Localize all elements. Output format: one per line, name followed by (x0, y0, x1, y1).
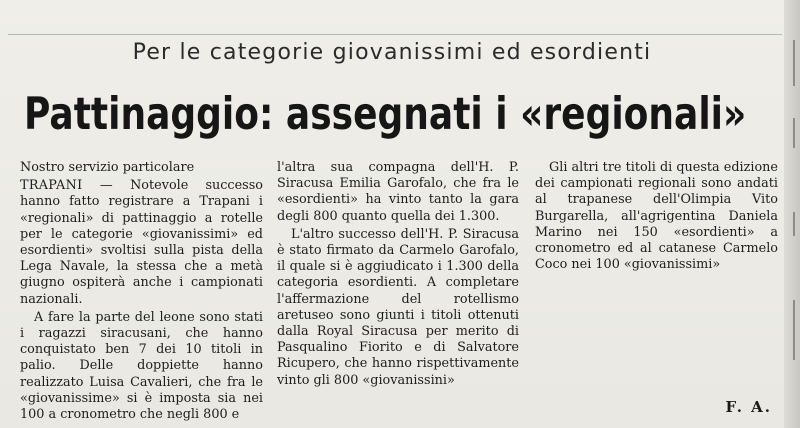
article-column-2 (277, 160, 519, 389)
article-column-3 (535, 160, 778, 273)
page-edge-mark (793, 212, 795, 236)
article-paragraph-2: A fare la parte del leone sono stati i ragazzi siracusani, che hanno conquistato ben 7 dei 10 titoli in palio. Delle doppiette hanno realizzato Luisa Cavalieri, che fra le «giovanissime» si è imposta sia nei 100 a cronometro che negli 800 e (20, 309, 263, 423)
article-paragraph-1 (20, 178, 263, 308)
article-paragraph-3: L'altro successo dell'H. P. Siracusa è stato firmato da Carmelo Garofalo, il quale si è aggiudicato i 1.300 della categoria esordienti. A completare l'affermazione del rotellismo aretuseo sono giunti i titoli ottenuti dalla Royal Siracusa per merito di Pasqualino Fiorito e di Salvatore Ricupero, che hanno rispettivamente vinto gli 800 «giovanissini» (277, 226, 519, 388)
article-byline: Nostro servizio particolare (20, 160, 195, 175)
article-paragraph-4: Gli altri tre titoli di questa edizione dei campionati regionali sono andati al trapanese dell'Olimpia Vito Burgarella, all'agrigentina Daniela Marino nei 150 «esordienti» a cronometro ed al catanese Carmelo Coco nei 100 «giovanissimi» (535, 160, 778, 273)
top-rule (8, 34, 782, 35)
article-headline: Pattinaggio: assegnati i «regionali» (24, 88, 747, 141)
article-dateline: TRAPANI — (20, 178, 113, 194)
article-column-1 (20, 160, 263, 423)
page-edge-mark (793, 300, 795, 360)
article-paragraph-1-text: Notevole successo hanno fatto registrare a Trapani i «regionali» di pattinaggio a rotelle per le categorie «giovanissimi» ed esordienti» svoltisi sulla pista della Lega Navale, la stessa che a metà giugno ospiterà anche i campionati nazionali. (20, 178, 264, 307)
article-paragraph-continued: l'altra sua compagna dell'H. P. Siracusa Emilia Garofalo, che fra le «esordienti» ha vinto tanto la gara degli 800 quanto quella dei 1.300. (277, 160, 519, 224)
page-edge-mark (793, 118, 795, 148)
page-edge (784, 0, 800, 428)
article-signature: F. A. (725, 398, 772, 416)
page-edge-mark (793, 40, 795, 86)
article-kicker: Per le categorie giovanissimi ed esordienti (132, 40, 652, 65)
